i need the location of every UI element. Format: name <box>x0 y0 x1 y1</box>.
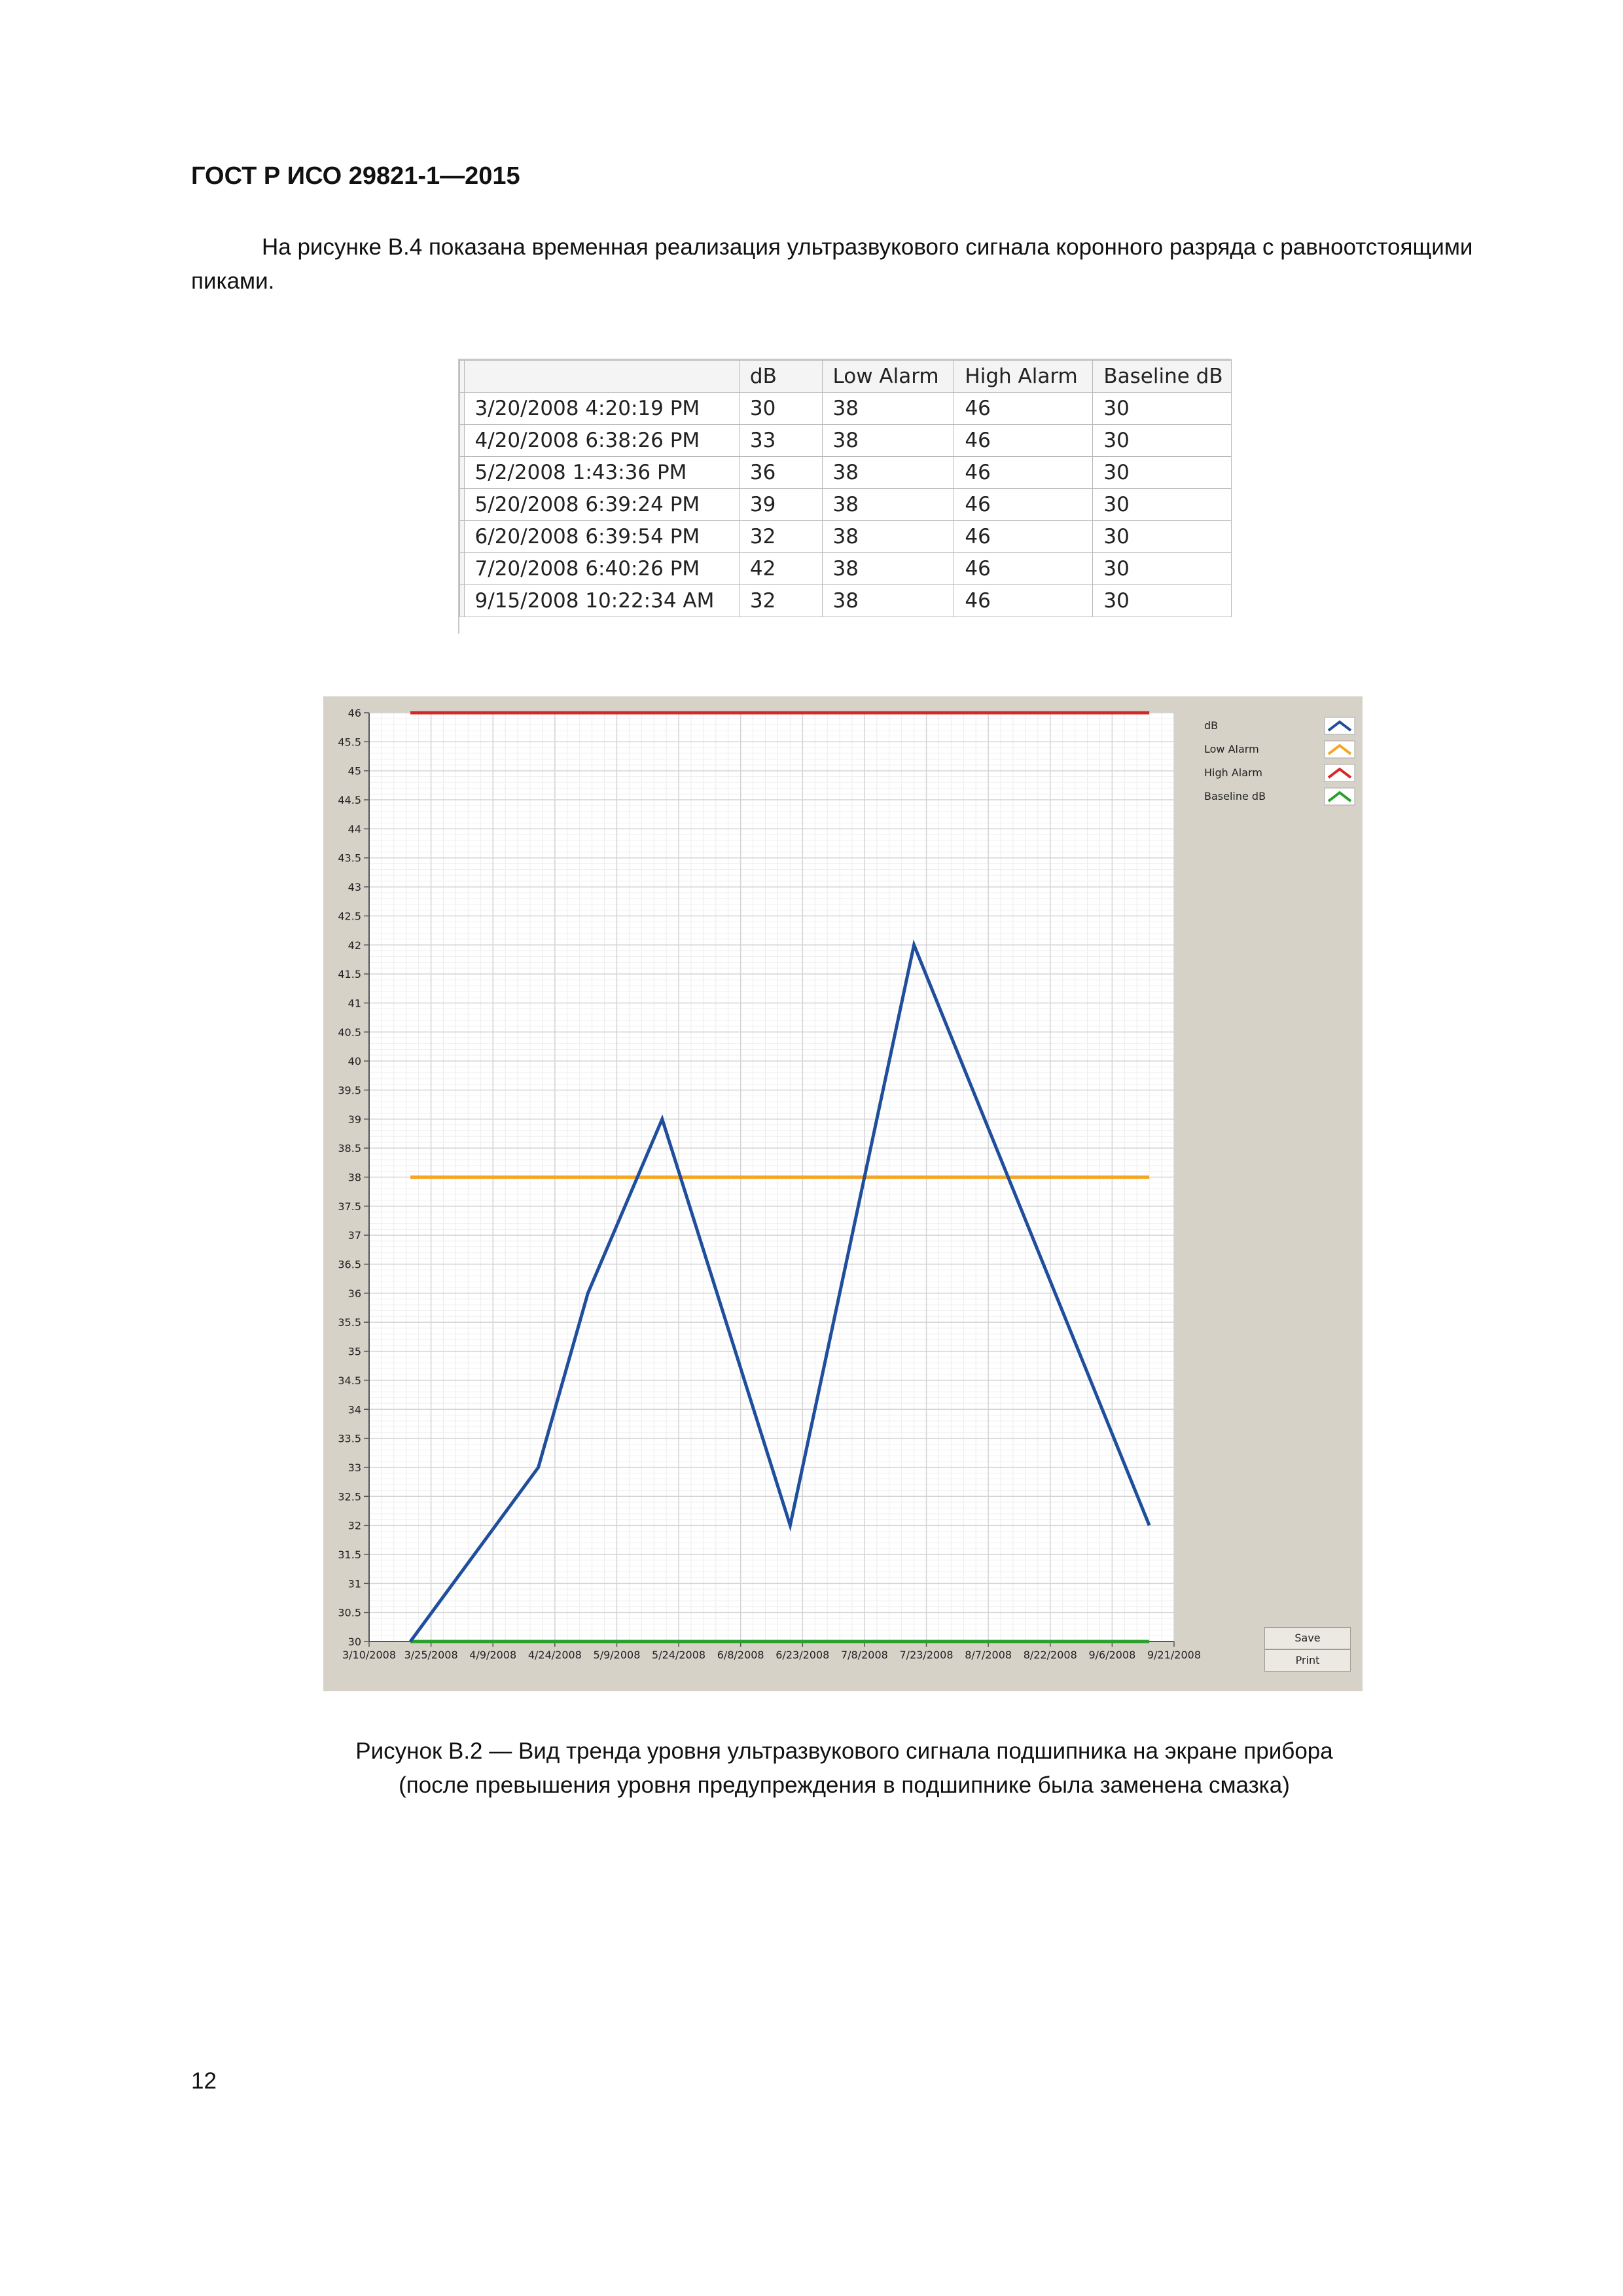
table-row <box>460 393 1232 425</box>
table-header-row <box>460 361 1232 393</box>
column-header-high-alarm: High Alarm <box>954 361 1093 393</box>
cell-date: 4/20/2008 6:38:26 PM <box>464 425 739 457</box>
y-tick-label: 39.5 <box>338 1084 361 1097</box>
table-row <box>460 585 1232 617</box>
cell-db: 36 <box>739 457 822 489</box>
y-tick-label: 35 <box>348 1345 361 1358</box>
data-table-screenshot <box>458 359 1232 634</box>
legend-label-low-alarm: Low Alarm <box>1204 743 1259 755</box>
y-tick-label: 30 <box>348 1636 361 1648</box>
x-tick-label: 3/25/2008 <box>404 1649 458 1661</box>
y-tick-label: 43.5 <box>338 852 361 865</box>
y-tick-label: 41 <box>348 997 361 1010</box>
caption-line-1: Рисунок В.2 — Вид тренда уровня ультразвукового сигнала подшипника на экране прибора <box>355 1738 1333 1764</box>
cell-date: 6/20/2008 6:39:54 PM <box>464 521 739 553</box>
x-tick-label: 4/9/2008 <box>469 1649 517 1661</box>
y-tick-label: 33 <box>348 1461 361 1474</box>
y-tick-label: 38.5 <box>338 1142 361 1155</box>
y-tick-label: 32.5 <box>338 1490 361 1503</box>
cell-low-alarm: 38 <box>822 393 954 425</box>
y-tick-label: 33.5 <box>338 1432 361 1445</box>
column-header-db: dB <box>739 361 822 393</box>
cell-low-alarm: 38 <box>822 521 954 553</box>
x-tick-label: 4/24/2008 <box>527 1649 582 1661</box>
cell-date: 3/20/2008 4:20:19 PM <box>464 393 739 425</box>
x-tick-label: 5/9/2008 <box>593 1649 641 1661</box>
table-row <box>460 457 1232 489</box>
page-number: 12 <box>191 2068 217 2094</box>
y-tick-label: 37.5 <box>338 1200 361 1213</box>
column-header-date <box>464 361 739 393</box>
y-tick-label: 41.5 <box>338 968 361 981</box>
document-header: ГОСТ Р ИСО 29821-1—2015 <box>191 162 520 190</box>
cell-db: 30 <box>739 393 822 425</box>
cell-baseline-db: 30 <box>1093 393 1232 425</box>
y-tick-label: 42 <box>348 939 361 952</box>
x-tick-label: 6/23/2008 <box>776 1649 830 1661</box>
x-tick-label: 8/7/2008 <box>965 1649 1012 1661</box>
cell-db: 32 <box>739 521 822 553</box>
figure-caption <box>191 1734 1497 1803</box>
y-tick-label: 36.5 <box>338 1258 361 1271</box>
table-row <box>460 521 1232 553</box>
cell-high-alarm: 46 <box>954 521 1093 553</box>
x-tick-label: 7/23/2008 <box>899 1649 954 1661</box>
cell-db: 32 <box>739 585 822 617</box>
cell-low-alarm: 38 <box>822 489 954 521</box>
cell-low-alarm: 38 <box>822 425 954 457</box>
caption-line-2: (после превышения уровня предупреждения в подшипнике была заменена смазка) <box>399 1772 1290 1798</box>
y-tick-label: 35.5 <box>338 1316 361 1329</box>
table-row <box>460 553 1232 585</box>
cell-high-alarm: 46 <box>954 393 1093 425</box>
measurement-table <box>459 360 1232 617</box>
table-row <box>460 425 1232 457</box>
x-tick-label: 9/21/2008 <box>1147 1649 1202 1661</box>
intro-paragraph: На рисунке В.4 показана временная реализация ультразвукового сигнала коронного разряда с равноотстоящими пиками. <box>191 234 1473 294</box>
legend-swatch-baseline-db <box>1325 788 1355 805</box>
y-tick-label: 44 <box>348 823 361 836</box>
cell-date: 7/20/2008 6:40:26 PM <box>464 553 739 585</box>
cell-low-alarm: 38 <box>822 585 954 617</box>
y-tick-label: 38 <box>348 1171 361 1184</box>
cell-low-alarm: 38 <box>822 457 954 489</box>
column-header-baseline-db: Baseline dB <box>1093 361 1232 393</box>
cell-baseline-db: 30 <box>1093 521 1232 553</box>
cell-baseline-db: 30 <box>1093 553 1232 585</box>
y-tick-label: 37 <box>348 1229 361 1242</box>
y-tick-label: 39 <box>348 1113 361 1126</box>
legend-label-db: dB <box>1204 719 1219 732</box>
cell-baseline-db: 30 <box>1093 489 1232 521</box>
cell-date: 5/20/2008 6:39:24 PM <box>464 489 739 521</box>
cell-db: 33 <box>739 425 822 457</box>
cell-date: 9/15/2008 10:22:34 AM <box>464 585 739 617</box>
y-tick-label: 46 <box>348 707 361 719</box>
trend-chart-panel <box>323 696 1363 1691</box>
y-tick-label: 32 <box>348 1519 361 1532</box>
x-tick-label: 6/8/2008 <box>717 1649 764 1661</box>
legend-swatch-high-alarm <box>1325 764 1355 781</box>
cell-high-alarm: 46 <box>954 585 1093 617</box>
y-tick-label: 45 <box>348 764 361 778</box>
legend-label-baseline-db: Baseline dB <box>1204 790 1266 802</box>
cell-low-alarm: 38 <box>822 553 954 585</box>
y-tick-label: 42.5 <box>338 910 361 923</box>
save-button[interactable]: Save <box>1264 1627 1351 1649</box>
cell-db: 39 <box>739 489 822 521</box>
y-tick-label: 45.5 <box>338 736 361 749</box>
y-tick-label: 34.5 <box>338 1374 361 1387</box>
cell-baseline-db: 30 <box>1093 585 1232 617</box>
print-button[interactable]: Print <box>1264 1649 1351 1672</box>
y-tick-label: 44.5 <box>338 794 361 807</box>
cell-high-alarm: 46 <box>954 457 1093 489</box>
cell-db: 42 <box>739 553 822 585</box>
y-tick-label: 40 <box>348 1055 361 1068</box>
cell-date: 5/2/2008 1:43:36 PM <box>464 457 739 489</box>
y-tick-label: 34 <box>348 1403 361 1416</box>
column-header-low-alarm: Low Alarm <box>822 361 954 393</box>
x-tick-label: 9/6/2008 <box>1088 1649 1136 1661</box>
y-tick-label: 30.5 <box>338 1606 361 1619</box>
x-tick-label: 5/24/2008 <box>652 1649 706 1661</box>
x-tick-label: 3/10/2008 <box>342 1649 397 1661</box>
legend-swatch-db <box>1325 717 1355 734</box>
y-tick-label: 31.5 <box>338 1548 361 1561</box>
trend-chart <box>323 696 1363 1691</box>
y-tick-label: 43 <box>348 881 361 894</box>
cell-baseline-db: 30 <box>1093 425 1232 457</box>
cell-high-alarm: 46 <box>954 489 1093 521</box>
y-tick-label: 36 <box>348 1287 361 1300</box>
x-tick-label: 8/22/2008 <box>1023 1649 1077 1661</box>
cell-baseline-db: 30 <box>1093 457 1232 489</box>
cell-high-alarm: 46 <box>954 425 1093 457</box>
x-tick-label: 7/8/2008 <box>840 1649 888 1661</box>
cell-high-alarm: 46 <box>954 553 1093 585</box>
y-tick-label: 40.5 <box>338 1026 361 1039</box>
legend-label-high-alarm: High Alarm <box>1204 766 1262 779</box>
table-row <box>460 489 1232 521</box>
y-tick-label: 31 <box>348 1577 361 1590</box>
legend-swatch-low-alarm <box>1325 741 1355 758</box>
